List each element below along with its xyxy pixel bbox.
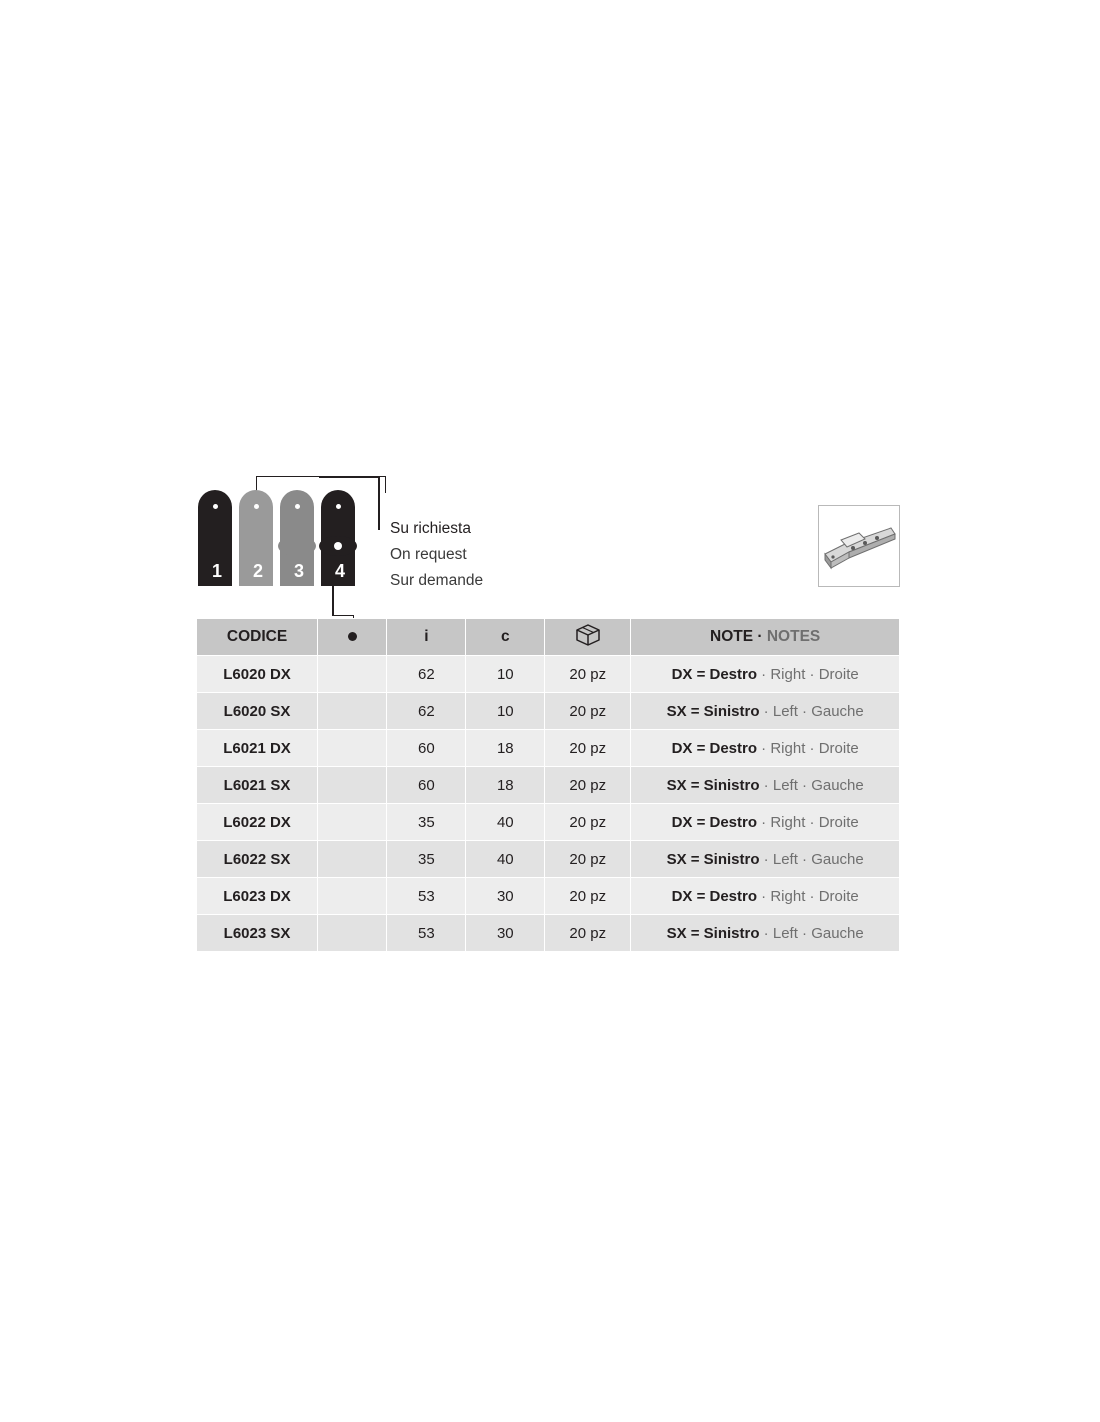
cell-i: 53 xyxy=(387,915,466,952)
shape-variant-3 xyxy=(278,490,316,586)
table-row xyxy=(197,767,900,804)
cell-c: 40 xyxy=(466,804,545,841)
shape-variants-row xyxy=(196,490,360,586)
cell-pack: 20 pz xyxy=(545,730,631,767)
cell-variant xyxy=(318,915,387,952)
notes-label-sep: · xyxy=(753,628,767,645)
variant-dot-icon xyxy=(348,632,357,641)
cell-code: L6020 DX xyxy=(197,656,318,693)
legend-text-fr: Sur demande xyxy=(390,572,484,589)
shaped-cutout-icon xyxy=(334,542,342,550)
cell-pack: 20 pz xyxy=(545,693,631,730)
cell-note xyxy=(631,841,900,878)
cell-c: 18 xyxy=(466,730,545,767)
shape-variant-4 xyxy=(319,490,357,586)
connector-line-vertical-upper xyxy=(332,586,334,616)
mounting-hole-icon xyxy=(213,504,218,509)
cell-i: 35 xyxy=(387,804,466,841)
note-muted: · Left · Gauche xyxy=(759,850,864,868)
column-header-packaging xyxy=(545,619,631,656)
shape-variant-2 xyxy=(237,490,275,586)
cell-c: 30 xyxy=(466,878,545,915)
cell-note xyxy=(631,693,900,730)
note-strong: DX = Destro xyxy=(671,739,758,757)
note-strong: DX = Destro xyxy=(671,887,758,905)
table-row xyxy=(197,804,900,841)
box-icon xyxy=(575,623,601,652)
cell-variant xyxy=(318,767,387,804)
cell-pack: 20 pz xyxy=(545,878,631,915)
legend-block xyxy=(196,466,916,616)
on-request-legend xyxy=(390,516,483,594)
note-muted: · Right · Droite xyxy=(757,739,859,757)
cell-code: L6023 SX xyxy=(197,915,318,952)
shape-number-label: 4 xyxy=(334,561,345,581)
cell-pack: 20 pz xyxy=(545,656,631,693)
note-strong: SX = Sinistro xyxy=(666,850,760,868)
product-thumbnail xyxy=(818,505,900,587)
table-row xyxy=(197,656,900,693)
column-header-notes xyxy=(631,619,900,656)
cell-i: 62 xyxy=(387,693,466,730)
cell-note xyxy=(631,656,900,693)
cell-note xyxy=(631,730,900,767)
cell-note xyxy=(631,804,900,841)
table-header xyxy=(197,619,900,656)
cell-variant xyxy=(318,693,387,730)
cell-i: 53 xyxy=(387,878,466,915)
shape-number-label: 2 xyxy=(252,561,263,581)
mounting-hole-icon xyxy=(254,504,259,509)
table-row xyxy=(197,841,900,878)
table-body xyxy=(197,656,900,952)
note-muted: · Right · Droite xyxy=(757,665,859,683)
cell-pack: 20 pz xyxy=(545,767,631,804)
cell-code: L6022 SX xyxy=(197,841,318,878)
note-strong: DX = Destro xyxy=(671,665,758,683)
cell-variant xyxy=(318,878,387,915)
cell-note xyxy=(631,915,900,952)
hinge-plate-illustration xyxy=(819,506,897,584)
table-row xyxy=(197,878,900,915)
cell-note xyxy=(631,767,900,804)
note-strong: SX = Sinistro xyxy=(666,924,760,942)
mounting-hole-icon xyxy=(336,504,341,509)
note-muted: · Right · Droite xyxy=(757,887,859,905)
cell-c: 10 xyxy=(466,693,545,730)
bracket-stem-line xyxy=(319,476,379,478)
cell-code: L6021 DX xyxy=(197,730,318,767)
note-strong: SX = Sinistro xyxy=(666,702,760,720)
shape-number-label: 1 xyxy=(211,561,222,581)
cell-variant xyxy=(318,804,387,841)
cell-code: L6020 SX xyxy=(197,693,318,730)
cell-code: L6023 DX xyxy=(197,878,318,915)
shape-variant-1 xyxy=(196,490,234,586)
note-muted: · Right · Droite xyxy=(757,813,859,831)
cell-variant xyxy=(318,841,387,878)
mounting-hole-icon xyxy=(295,504,300,509)
cell-code: L6021 SX xyxy=(197,767,318,804)
notes-label-it: NOTE xyxy=(710,628,754,645)
cell-variant xyxy=(318,730,387,767)
column-header-code: CODICE xyxy=(197,619,318,656)
shape-number-label: 3 xyxy=(293,561,304,581)
column-header-c: c xyxy=(466,619,545,656)
cell-i: 60 xyxy=(387,767,466,804)
cell-note xyxy=(631,878,900,915)
cell-pack: 20 pz xyxy=(545,841,631,878)
legend-text-en: On request xyxy=(390,546,467,563)
cell-i: 35 xyxy=(387,841,466,878)
cell-i: 60 xyxy=(387,730,466,767)
cell-c: 10 xyxy=(466,656,545,693)
table-header-row xyxy=(197,619,900,656)
cell-variant xyxy=(318,656,387,693)
cell-pack: 20 pz xyxy=(545,804,631,841)
note-strong: DX = Destro xyxy=(671,813,758,831)
column-header-i: i xyxy=(387,619,466,656)
parts-table xyxy=(196,618,900,952)
bracket-right-line xyxy=(378,476,380,530)
note-muted: · Left · Gauche xyxy=(759,924,864,942)
table-row xyxy=(197,915,900,952)
note-muted: · Left · Gauche xyxy=(759,776,864,794)
note-strong: SX = Sinistro xyxy=(666,776,760,794)
table-row xyxy=(197,693,900,730)
table-row xyxy=(197,730,900,767)
cell-c: 40 xyxy=(466,841,545,878)
cell-c: 18 xyxy=(466,767,545,804)
column-header-variant xyxy=(318,619,387,656)
legend-text-it: Su richiesta xyxy=(390,520,471,537)
note-muted: · Left · Gauche xyxy=(759,702,864,720)
cell-code: L6022 DX xyxy=(197,804,318,841)
cell-c: 30 xyxy=(466,915,545,952)
cell-i: 62 xyxy=(387,656,466,693)
cell-pack: 20 pz xyxy=(545,915,631,952)
notes-label-en: NOTES xyxy=(766,628,821,645)
connector-line-horizontal xyxy=(332,615,354,617)
